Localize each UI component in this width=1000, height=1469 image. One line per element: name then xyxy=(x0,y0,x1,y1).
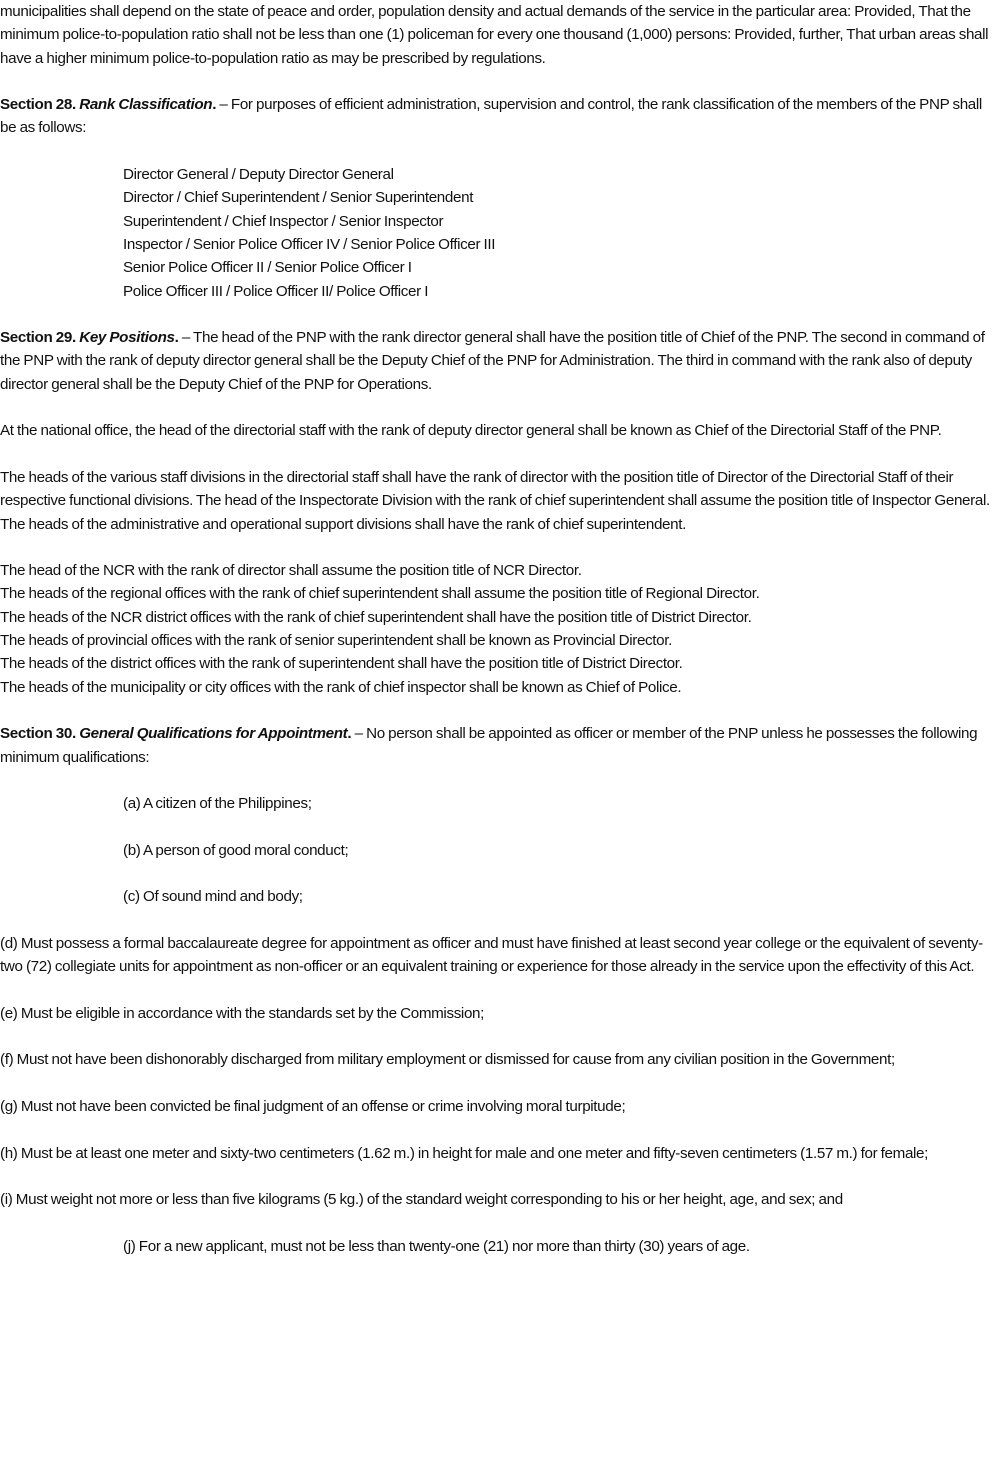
section-30-paragraph xyxy=(0,722,998,769)
spacer xyxy=(0,536,998,559)
rank-item: Senior Police Officer II / Senior Police Officer I xyxy=(123,259,412,277)
spacer xyxy=(0,140,998,163)
spacer xyxy=(0,1025,998,1048)
spacer xyxy=(0,1211,998,1234)
section-28-title: Rank Classification xyxy=(79,96,213,114)
spacer xyxy=(0,396,998,419)
qualification-item-d: (d) Must possess a formal baccalaureate degree for appointment as officer and must have finished at least second year college or the equivalent of seventy-two (72) collegiate units for appointment as non-officer or an equivalent training or experience for those already in the service upon the effectivity of this Act. xyxy=(0,934,983,976)
qualification-item-e: (e) Must be eligible in accordance with the standards set by the Commission; xyxy=(0,1004,485,1022)
section-30-number: Section 30. xyxy=(0,725,76,743)
spacer xyxy=(0,1072,998,1095)
section-29-number: Section 29. xyxy=(0,329,76,347)
spacer xyxy=(0,909,998,932)
spacer xyxy=(0,699,998,722)
position-title-lines xyxy=(0,559,998,699)
section-29-dot: . xyxy=(174,329,179,347)
section-29-title: Key Positions xyxy=(79,329,175,347)
section-30-dot: . xyxy=(347,725,352,743)
section-29-national-office-paragraph: At the national office, the head of the directorial staff with the rank of deputy director general shall be known as Chief of the Directorial Staff of the PNP. xyxy=(0,422,942,440)
section-28-number: Section 28. xyxy=(0,96,76,114)
spacer xyxy=(0,769,998,792)
position-line: The heads of the municipality or city offices with the rank of chief inspector shall be known as Chief of Police. xyxy=(0,678,682,696)
rank-item: Superintendent / Chief Inspector / Senior Inspector xyxy=(123,212,444,230)
spacer xyxy=(0,303,998,326)
section-28-body: – For purposes of efficient administration, supervision and control, the rank classification of the members of the PNP shall be as follows: xyxy=(0,96,982,137)
spacer xyxy=(0,1118,998,1141)
qualification-item-h: (h) Must be at least one meter and sixty-two centimeters (1.62 m.) in height for male and one meter and fifty-seven centimeters (1.57 m.) for female; xyxy=(0,1144,929,1162)
section-29-paragraph xyxy=(0,326,998,396)
section-28-dot: . xyxy=(212,96,217,114)
intro-paragraph: municipalities shall depend on the state of peace and order, population density and actual demands of the service in the particular area: Provided, That the minimum police-to-population ratio shall not be less than one (1) policeman for every one thousand (1,000) persons: Provided, further, That urban areas shall have a higher minimum police-to-population ratio as may be prescribed by regulations. xyxy=(0,3,989,67)
position-line: The head of the NCR with the rank of director shall assume the position title of NCR Director. xyxy=(0,562,582,580)
section-30-title: General Qualifications for Appointment xyxy=(79,725,348,743)
qualification-item-g: (g) Must not have been convicted be final judgment of an offense or crime involving moral turpitude; xyxy=(0,1097,626,1115)
position-line: The heads of the regional offices with the rank of chief superintendent shall assume the position title of Regional Director. xyxy=(0,585,760,603)
qualification-item-f: (f) Must not have been dishonorably discharged from military employment or dismissed for cause from any civilian position in the Government; xyxy=(0,1051,895,1069)
position-line: The heads of provincial offices with the rank of senior superintendent shall be known as Provincial Director. xyxy=(0,632,672,650)
spacer xyxy=(0,1165,998,1188)
spacer xyxy=(0,862,998,885)
spacer xyxy=(0,978,998,1001)
position-line: The heads of the district offices with the rank of superintendent shall have the position title of District Director. xyxy=(0,655,683,673)
section-30-body: – No person shall be appointed as officer or member of the PNP unless he possesses the following minimum qualifications: xyxy=(0,725,978,766)
rank-item: Inspector / Senior Police Officer IV / Senior Police Officer III xyxy=(123,235,496,253)
spacer xyxy=(0,70,998,93)
spacer xyxy=(0,815,998,838)
qualification-item-i: (i) Must weight not more or less than five kilograms (5 kg.) of the standard weight corresponding to his or her height, age, and sex; and xyxy=(0,1191,843,1209)
qualification-item-a: (a) A citizen of the Philippines; xyxy=(123,795,312,813)
position-line: The heads of the NCR district offices with the rank of chief superintendent shall have the position title of District Director. xyxy=(0,608,752,626)
rank-list xyxy=(0,163,998,303)
qualification-item-c: (c) Of sound mind and body; xyxy=(123,888,303,906)
qualification-item-j: (j) For a new applicant, must not be less than twenty-one (21) nor more than thirty (30) years of age. xyxy=(123,1237,750,1255)
spacer xyxy=(0,443,998,466)
section-29-staff-divisions-paragraph: The heads of the various staff divisions in the directorial staff shall have the rank of director with the position title of Director of the Directorial Staff of their respective functional divisions. The head of the Inspectorate Division with the rank of chief superintendent shall assume the position title of Inspector General. The heads of the administrative and operational support divisions shall have the rank of chief superintendent. xyxy=(0,468,990,533)
rank-item: Director General / Deputy Director General xyxy=(123,166,394,184)
section-28-paragraph xyxy=(0,93,998,140)
qualification-item-b: (b) A person of good moral conduct; xyxy=(123,841,349,859)
rank-item: Police Officer III / Police Officer II/ Police Officer I xyxy=(123,282,429,300)
section-29-body: – The head of the PNP with the rank director general shall have the position title of Chief of the PNP. The second in command of the PNP with the rank of deputy director general shall be the Deputy Chief of the PNP for Administration. The third in command with the rank also of deputy director general shall be the Deputy Chief of the PNP for Operations. xyxy=(0,329,985,393)
rank-item: Director / Chief Superintendent / Senior Superintendent xyxy=(123,189,474,207)
